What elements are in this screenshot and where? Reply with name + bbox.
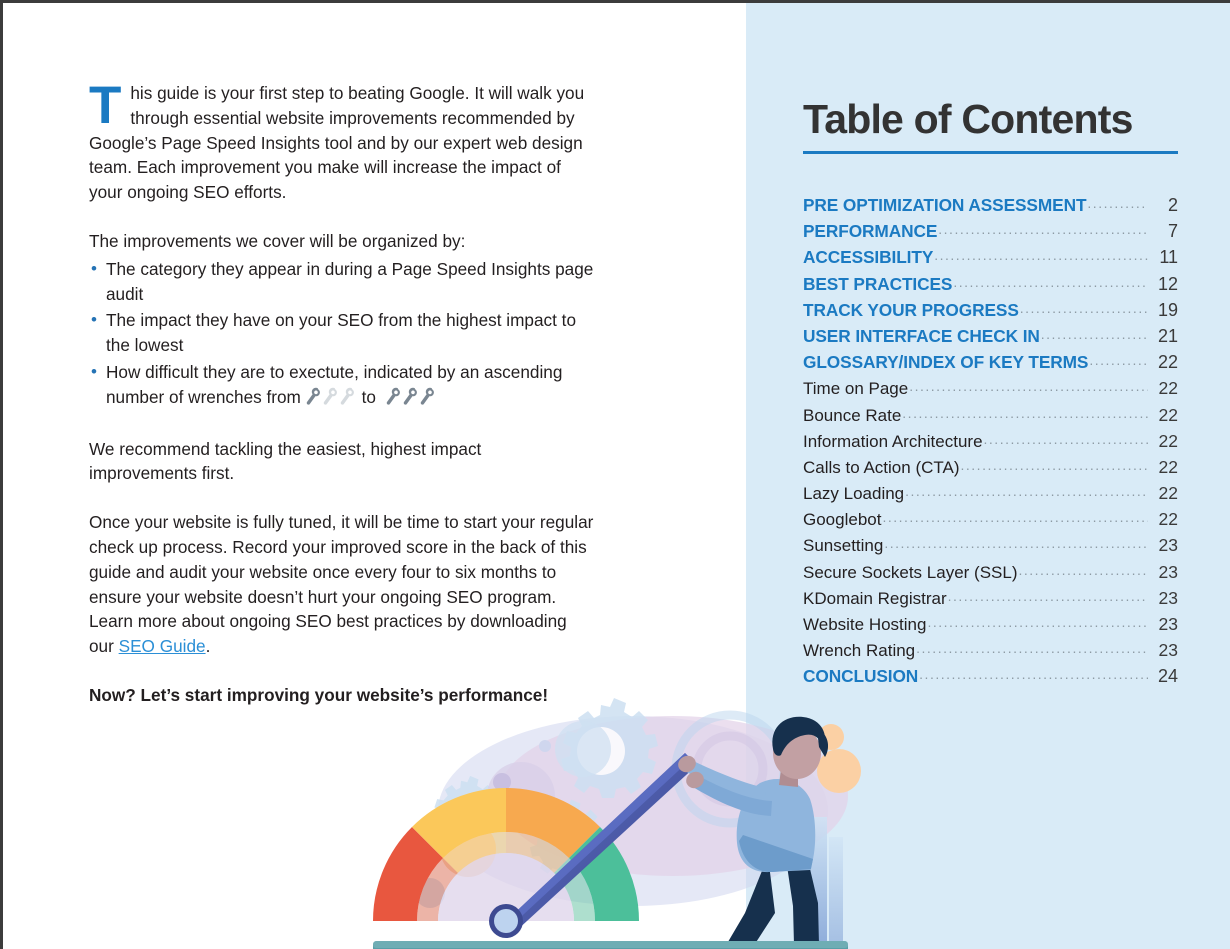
toc-entry-page-number: 11 [1159,247,1178,268]
wrench-icon [323,387,339,413]
wrench-icon [420,387,436,413]
list-item [89,360,594,413]
toc-leader-dots [1041,326,1148,342]
toc-entry-page-number: 22 [1158,483,1178,504]
wrench-icon [340,387,356,413]
decorative-circle [555,721,611,777]
page-speed-gauge-illustration [373,691,873,949]
toc-entry[interactable] [803,431,1178,457]
toc-entry-label: KDomain Registrar [803,588,947,608]
decorative-circle [817,749,861,793]
bar-chart-decoration [829,837,843,949]
toc-entry-page-number: 12 [1157,273,1178,294]
toc-entry[interactable] [803,666,1178,692]
intro-text: his guide is your first step to beating Google. It will walk you through essential website improvements recommended by Google’s Page Speed Insights tool and by our expert web design team. Each improvement you make will increase the impact of your ongoing SEO efforts. [89,83,585,203]
toc-entry[interactable] [803,614,1178,640]
bullet-dot-icon: • [91,361,97,381]
toc-entry-label: Website Hosting [803,615,927,634]
toc-leader-dots [884,535,1148,551]
maintenance-text-after-link: . [205,636,211,657]
toc-entry[interactable] [803,535,1178,561]
toc-entry-label: Time on Page [803,379,909,399]
toc-leader-dots [909,378,1148,394]
toc-leader-dots [902,405,1148,421]
toc-entry-label: ACCESSIBILITY [803,247,934,268]
decorative-circle [539,740,551,752]
toc-leader-dots [916,640,1148,656]
toc-entry[interactable] [803,562,1178,588]
organized-by-lead-in: The improvements we cover will be organized by: [89,230,466,251]
list-item [89,308,594,358]
wrench-icon [403,387,419,413]
bullet-dot-icon: • [91,258,97,278]
toc-entry-label: Bounce Rate [803,405,902,425]
toc-entry-page-number: 22 [1158,378,1178,399]
toc-entry-page-number: 21 [1157,325,1178,346]
drop-cap-letter: T [89,81,122,135]
seo-guide-link[interactable]: SEO Guide [118,636,206,657]
toc-leader-dots [984,431,1148,447]
wrench-rating-high [381,387,437,407]
toc-entry-label: Sunsetting [803,536,884,556]
toc-leader-dots [1089,352,1148,368]
toc-entry[interactable] [803,405,1178,431]
toc-leader-dots [1020,300,1148,316]
toc-leader-dots [1018,562,1148,578]
toc-entry[interactable] [803,509,1178,535]
wrench-connector-text: to [361,386,376,407]
toc-entry-label: GLOSSARY/INDEX OF KEY TERMS [803,352,1089,373]
toc-entry[interactable] [803,483,1178,509]
toc-entry-page-number: 2 [1167,195,1178,215]
toc-entry-label: Wrench Rating [803,641,916,661]
toc-entry[interactable] [803,352,1178,378]
wrench-rating-low [301,387,357,407]
toc-leader-dots [1087,195,1148,211]
toc-entry-label: Lazy Loading [803,484,905,504]
toc-leader-dots [919,666,1148,682]
wrench-icon [386,387,402,413]
toc-entry-page-number: 23 [1158,561,1178,582]
bullet-dot-icon: • [91,310,97,330]
toc-entry[interactable] [803,588,1178,614]
article-body [89,81,594,708]
maintenance-paragraph [89,510,594,659]
toc-entry-page-number: 22 [1158,509,1178,530]
wrench-icon [306,387,322,413]
toc-inner [803,95,1178,693]
toc-entry-page-number: 19 [1157,299,1178,320]
toc-entry-page-number: 22 [1158,430,1178,451]
toc-entry-label: Secure Sockets Layer (SSL) [803,562,1018,582]
toc-entry[interactable] [803,457,1178,483]
toc-entry-page-number: 23 [1158,535,1178,556]
toc-leader-dots [882,509,1148,525]
toc-entry[interactable] [803,300,1178,326]
toc-leader-dots [934,247,1148,263]
toc-leader-dots [927,614,1148,630]
toc-leader-dots [948,588,1148,604]
toc-entry-label: PRE OPTIMIZATION ASSESSMENT [803,195,1087,215]
recommendation-paragraph: We recommend tackling the easiest, highest impact improvements first. [89,438,482,484]
toc-leader-dots [938,221,1148,237]
toc-entry-label: BEST PRACTICES [803,273,953,294]
toc-entry-page-number: 23 [1158,640,1178,661]
toc-leader-dots [953,274,1148,290]
toc-title-underline [803,151,1178,154]
intro-paragraph [89,81,594,205]
list-item-text: The impact they have on your SEO from the highest impact to the lowest [106,310,577,356]
toc-entry[interactable] [803,274,1178,300]
toc-entry-page-number: 22 [1157,352,1178,373]
toc-entry[interactable] [803,195,1178,221]
list-item-text: The category they appear in during a Page Speed Insights page audit [106,258,594,304]
toc-entry-label: CONCLUSION [803,666,919,687]
closing-call-to-action: Now? Let’s start improving your website’s performance! [89,684,549,705]
toc-entry[interactable] [803,221,1178,247]
toc-entry[interactable] [803,378,1178,404]
toc-entry-label: Googlebot [803,510,882,530]
toc-entry-page-number: 23 [1158,587,1178,608]
toc-entry-label: Information Architecture [803,431,983,451]
toc-entry-page-number: 22 [1158,404,1178,425]
list-item [89,257,594,307]
toc-entry-label: USER INTERFACE CHECK IN [803,325,1040,346]
toc-entry[interactable] [803,640,1178,666]
toc-entry[interactable] [803,326,1178,352]
toc-leader-dots [905,483,1148,499]
toc-entry-label: PERFORMANCE [803,221,938,242]
toc-entry-page-number: 7 [1167,221,1178,242]
organization-bullet-list [89,257,594,413]
toc-title: Table of Contents [803,96,1133,142]
toc-entry-page-number: 24 [1157,666,1178,687]
list-item-text: How difficult they are to exectute, indicated by an ascending number of wrenches from [106,361,563,407]
toc-entry-list [803,195,1178,693]
toc-entry[interactable] [803,247,1178,273]
toc-entry-page-number: 22 [1158,456,1178,477]
toc-entry-label: Calls to Action (CTA) [803,457,960,477]
toc-leader-dots [961,457,1148,473]
toc-entry-label: TRACK YOUR PROGRESS [803,299,1019,320]
maintenance-text-before-link: Once your website is fully tuned, it will be time to start your regular check up process. Record your improved score in the back of this guide and audit your website once every four to six months to ensure your website doesn’t hurt your ongoing SEO program. Learn more about ongoing SEO best practices by downloading our [89,512,594,657]
toc-entry-page-number: 23 [1158,614,1178,634]
